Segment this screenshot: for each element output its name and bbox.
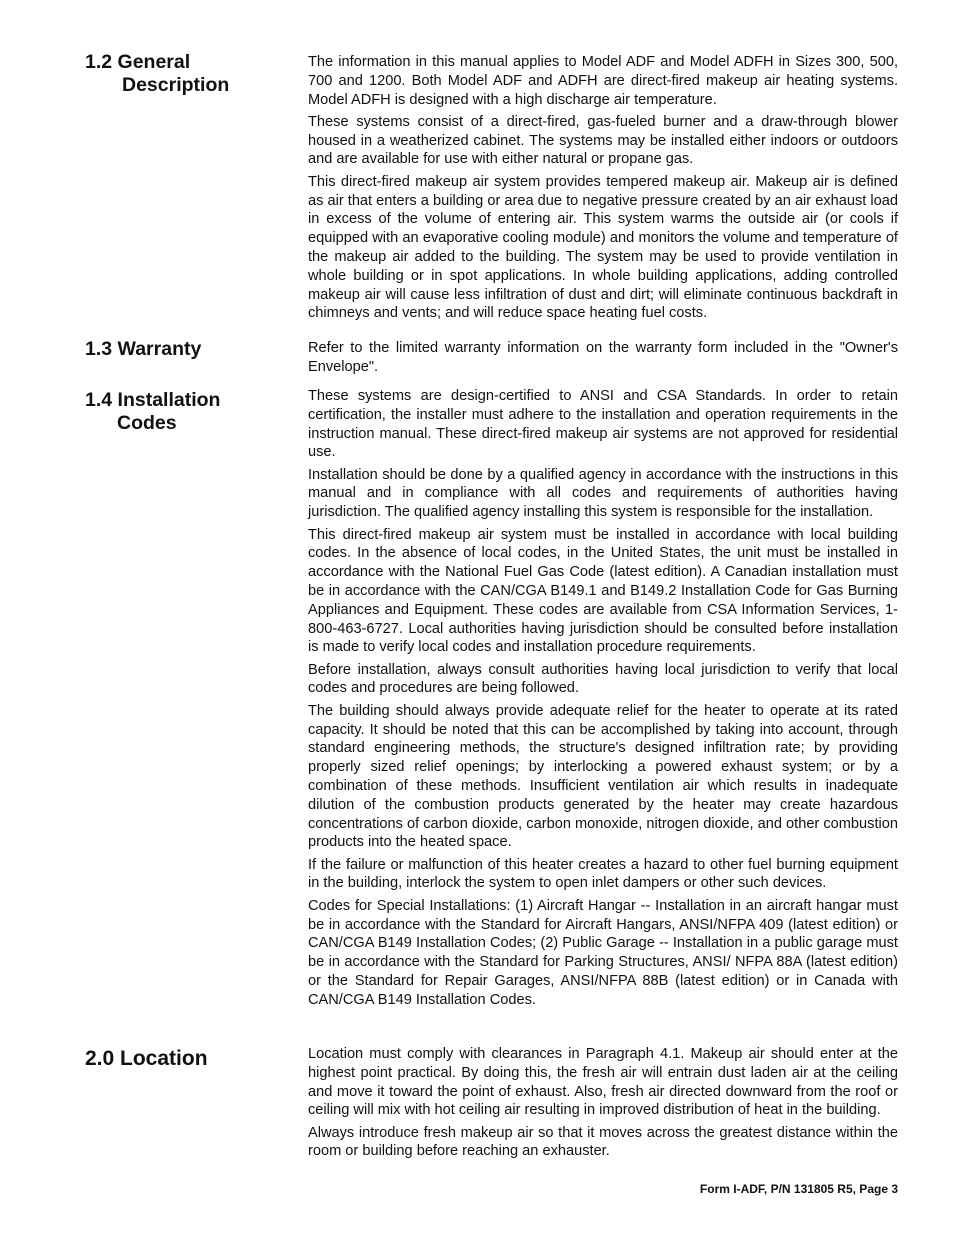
heading-line-1: 1.2 General [85, 51, 191, 73]
paragraph: The building should always provide adequate relief for the heater to operate at its rated capacity. It should be noted that this can be accomplished by taking into account, through standard engineering methods, the structure's designed infiltration rate; by providing properly sized relief openings; by interlocking a powered exhaust system; or by a combination of these methods. Insufficient ventilation air which results in inadequate dilution of the combustion products generated by the heater may create hazardous concentrations of carbon dioxide, carbon monoxide, nitrogen dioxide, and other combustion products into the heated space. [308, 702, 898, 851]
section-body [308, 387, 898, 1013]
paragraph: These systems consist of a direct-fired, gas-fueled burner and a draw-through blower housed in a weatherized cabinet. The systems may be installed either indoors or outdoors and are available for use with either natural or propane gas. [308, 113, 898, 168]
paragraph: The information in this manual applies to Model ADF and Model ADFH in Sizes 300, 500, 700 and 1200. Both Model ADF and ADFH are direct-fired makeup air heating systems. Model ADFH is designed with a high discharge air temperature. [308, 54, 898, 108]
heading-line-1: 2.0 Location [85, 1047, 208, 1070]
section-body [308, 1045, 898, 1165]
section-heading [85, 51, 285, 97]
page-footer: Form I-ADF, P/N 131805 R5, Page 3 [699, 1182, 898, 1196]
paragraph: These systems are design-certified to ANSI and CSA Standards. In order to retain certification, the installer must adhere to the installation and operation requirements in the instruction manual. These direct-fired makeup air systems are not approved for residential use. [308, 388, 898, 461]
paragraph: Before installation, always consult authorities having local jurisdiction to verify that local codes and procedures are being followed. [308, 661, 898, 697]
paragraph: Location must comply with clearances in Paragraph 4.1. Makeup air should enter at the highest point practical. By doing this, the fresh air will entrain dust laden air at the ceiling and move it toward the point of exhaust. Also, fresh air directed downward from the roof or ceiling will mix with hot ceiling air resulting in improved distribution of heat in the building. [308, 1046, 898, 1119]
section-body [308, 339, 898, 380]
section-heading [85, 338, 285, 361]
paragraph: This direct-fired makeup air system provides tempered makeup air. Makeup air is defined as air that enters a building or area due to negative pressure created by an air exhaust load in excess of the volume of entering air. This system warms the outside air (or cools if equipped with an evaporative cooling module) and monitors the volume and temperature of the makeup air added to the building. The system may be used to provide ventilation in whole building or in spot applications. In whole building applications, adding controlled makeup air will cause less infiltration of dust and dirt; will eliminate continuous backdraft in chimneys and vents; and will reduce space heating fuel costs. [308, 173, 898, 322]
paragraph: Refer to the limited warranty information on the warranty form included in the "Owner's Envelope". [308, 340, 898, 375]
paragraph: Codes for Special Installations: (1) Aircraft Hangar -- Installation in an aircraft hangar must be in accordance with the Standard for Aircraft Hangars, ANSI/NFPA 409 (latest edition) or CAN/CGA B149 Installation Codes; (2) Public Garage -- Installation in a public garage must be in accordance with the Standard for Parking Structures, ANSI/ NFPA 88A (latest edition) or the Standard for Repair Garages, ANSI/NFPA 88B (latest edition) or in Canada with CAN/CGA B149 Installation Codes. [308, 897, 898, 1008]
heading-line-2: Codes [117, 412, 177, 434]
section-heading [85, 1047, 285, 1070]
paragraph: This direct-fired makeup air system must be installed in accordance with local building codes. In the absence of local codes, in the United States, the unit must be installed in accordance with the National Fuel Gas Code (latest edition). A Canadian installation must be in accordance with the CAN/CGA B149.1 and B149.2 Installation Code for Gas Burning Appliances and Equipment. These codes are available from CSA Information Services, 1-800-463-6727. Local authorities having jurisdiction should be consulted before installation is made to verify local codes and installation procedure requirements. [308, 526, 898, 656]
paragraph: Always introduce fresh makeup air so that it moves across the greatest distance within the room or building before reaching an exhauster. [308, 1124, 898, 1160]
heading-line-2: Description [122, 74, 230, 96]
paragraph: If the failure or malfunction of this heater creates a hazard to other fuel burning equipment in the building, interlock the system to open inlet dampers or other such devices. [308, 856, 898, 892]
section-heading [85, 389, 285, 435]
paragraph: Installation should be done by a qualified agency in accordance with the instructions in this manual and in compliance with all codes and requirements of authorities having jurisdiction. The qualified agency installing this system is responsible for the installation. [308, 466, 898, 521]
heading-line-1: 1.3 Warranty [85, 338, 202, 360]
heading-line-1: 1.4 Installation [85, 389, 221, 411]
section-body [308, 53, 898, 327]
